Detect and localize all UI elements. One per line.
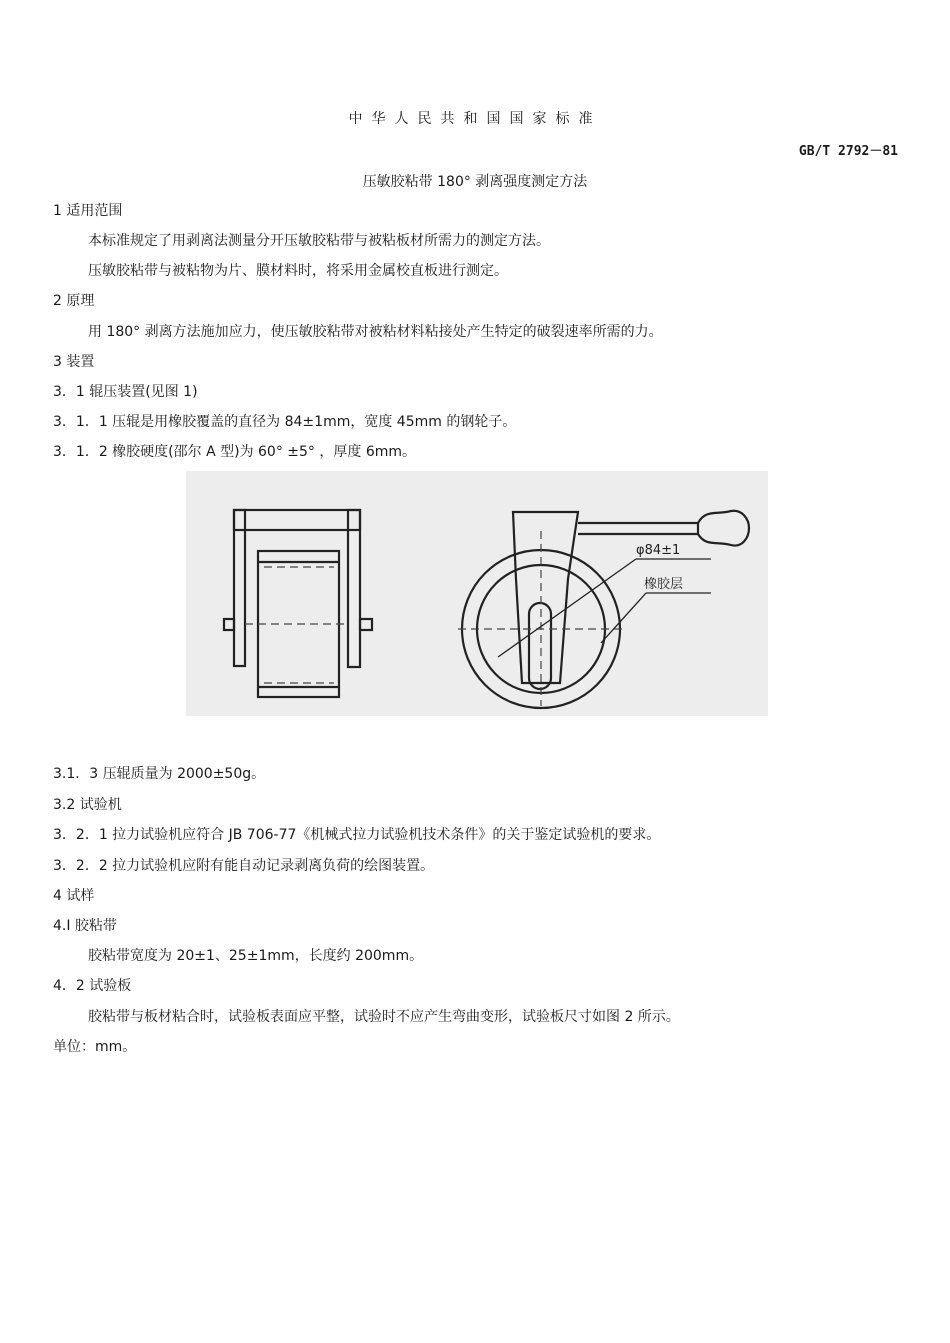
frame-left-arm [234, 510, 245, 666]
clause-3-1-1: 3．1．1 压辊是用橡胶覆盖的直径为 84±1mm，宽度 45mm 的钢轮子。 [53, 414, 517, 430]
handle-rod [578, 523, 698, 534]
clause-3-2: 3.2 试验机 [53, 797, 122, 813]
clause-3-1-3: 3.1．3 压辊质量为 2000±50g。 [53, 766, 266, 782]
diameter-label: φ84±1 [636, 543, 681, 558]
frame-right-arm [348, 510, 360, 667]
paragraph: 胶粘带与板材粘合时，试验板表面应平整，试验时不应产生弯曲变形，试验板尺寸如图 2 所示。 [88, 1009, 680, 1025]
clause-3-2-2: 3．2．2 拉力试验机应附有能自动记录剥离负荷的绘图装置。 [53, 858, 435, 874]
section-heading-3: 3 装置 [53, 354, 95, 370]
clause-4-1: 4.Ⅰ 胶粘带 [53, 918, 117, 934]
section-heading-1: 1 适用范围 [53, 203, 123, 219]
paragraph: 本标准规定了用剥离法测量分开压敏胶粘带与被粘板材所需力的测定方法。 [88, 233, 550, 249]
section-heading-4: 4 试样 [53, 888, 95, 904]
paragraph: 用 180° 剥离方法施加应力，使压敏胶粘带对被粘材料粘接处产生特定的破裂速率所需的力。 [88, 324, 663, 340]
section-heading-2: 2 原理 [53, 293, 95, 309]
handle-grip [698, 511, 749, 546]
clause-3-1-2: 3．1．2 橡胶硬度(邵尔 A 型)为 60° ±5° ，厚度 6mm。 [53, 444, 417, 460]
paragraph: 压敏胶粘带与被粘物为片、膜材料时，将采用金属校直板进行测定。 [88, 263, 508, 279]
clause-4-2: 4．2 试验板 [53, 978, 132, 994]
clause-3-1: 3．1 辊压装置(见图 1) [53, 384, 198, 400]
frame-top-bar [234, 510, 360, 530]
figure-1-roller-device [186, 471, 768, 716]
paragraph: 胶粘带宽度为 20±1、25±1mm，长度约 200mm。 [88, 948, 424, 964]
axle-slot [529, 603, 551, 689]
standard-title: 中华人民共和国国家标准 [348, 111, 602, 127]
roller-drawing [186, 471, 768, 716]
axle-left [224, 619, 234, 630]
document-title: 压敏胶粘带 180° 剥离强度测定方法 [362, 174, 588, 190]
clause-3-2-1: 3．2．1 拉力试验机应符合 JB 706-77《机械式拉力试验机技术条件》的关于鉴定试验机的要求。 [53, 827, 661, 843]
axle-right [360, 619, 372, 630]
unit-note: 单位：mm。 [53, 1039, 137, 1055]
standard-code: GB/T 2792－81 [798, 144, 898, 159]
side-frame [513, 512, 578, 683]
rubber-layer-label: 橡胶层 [644, 577, 684, 592]
